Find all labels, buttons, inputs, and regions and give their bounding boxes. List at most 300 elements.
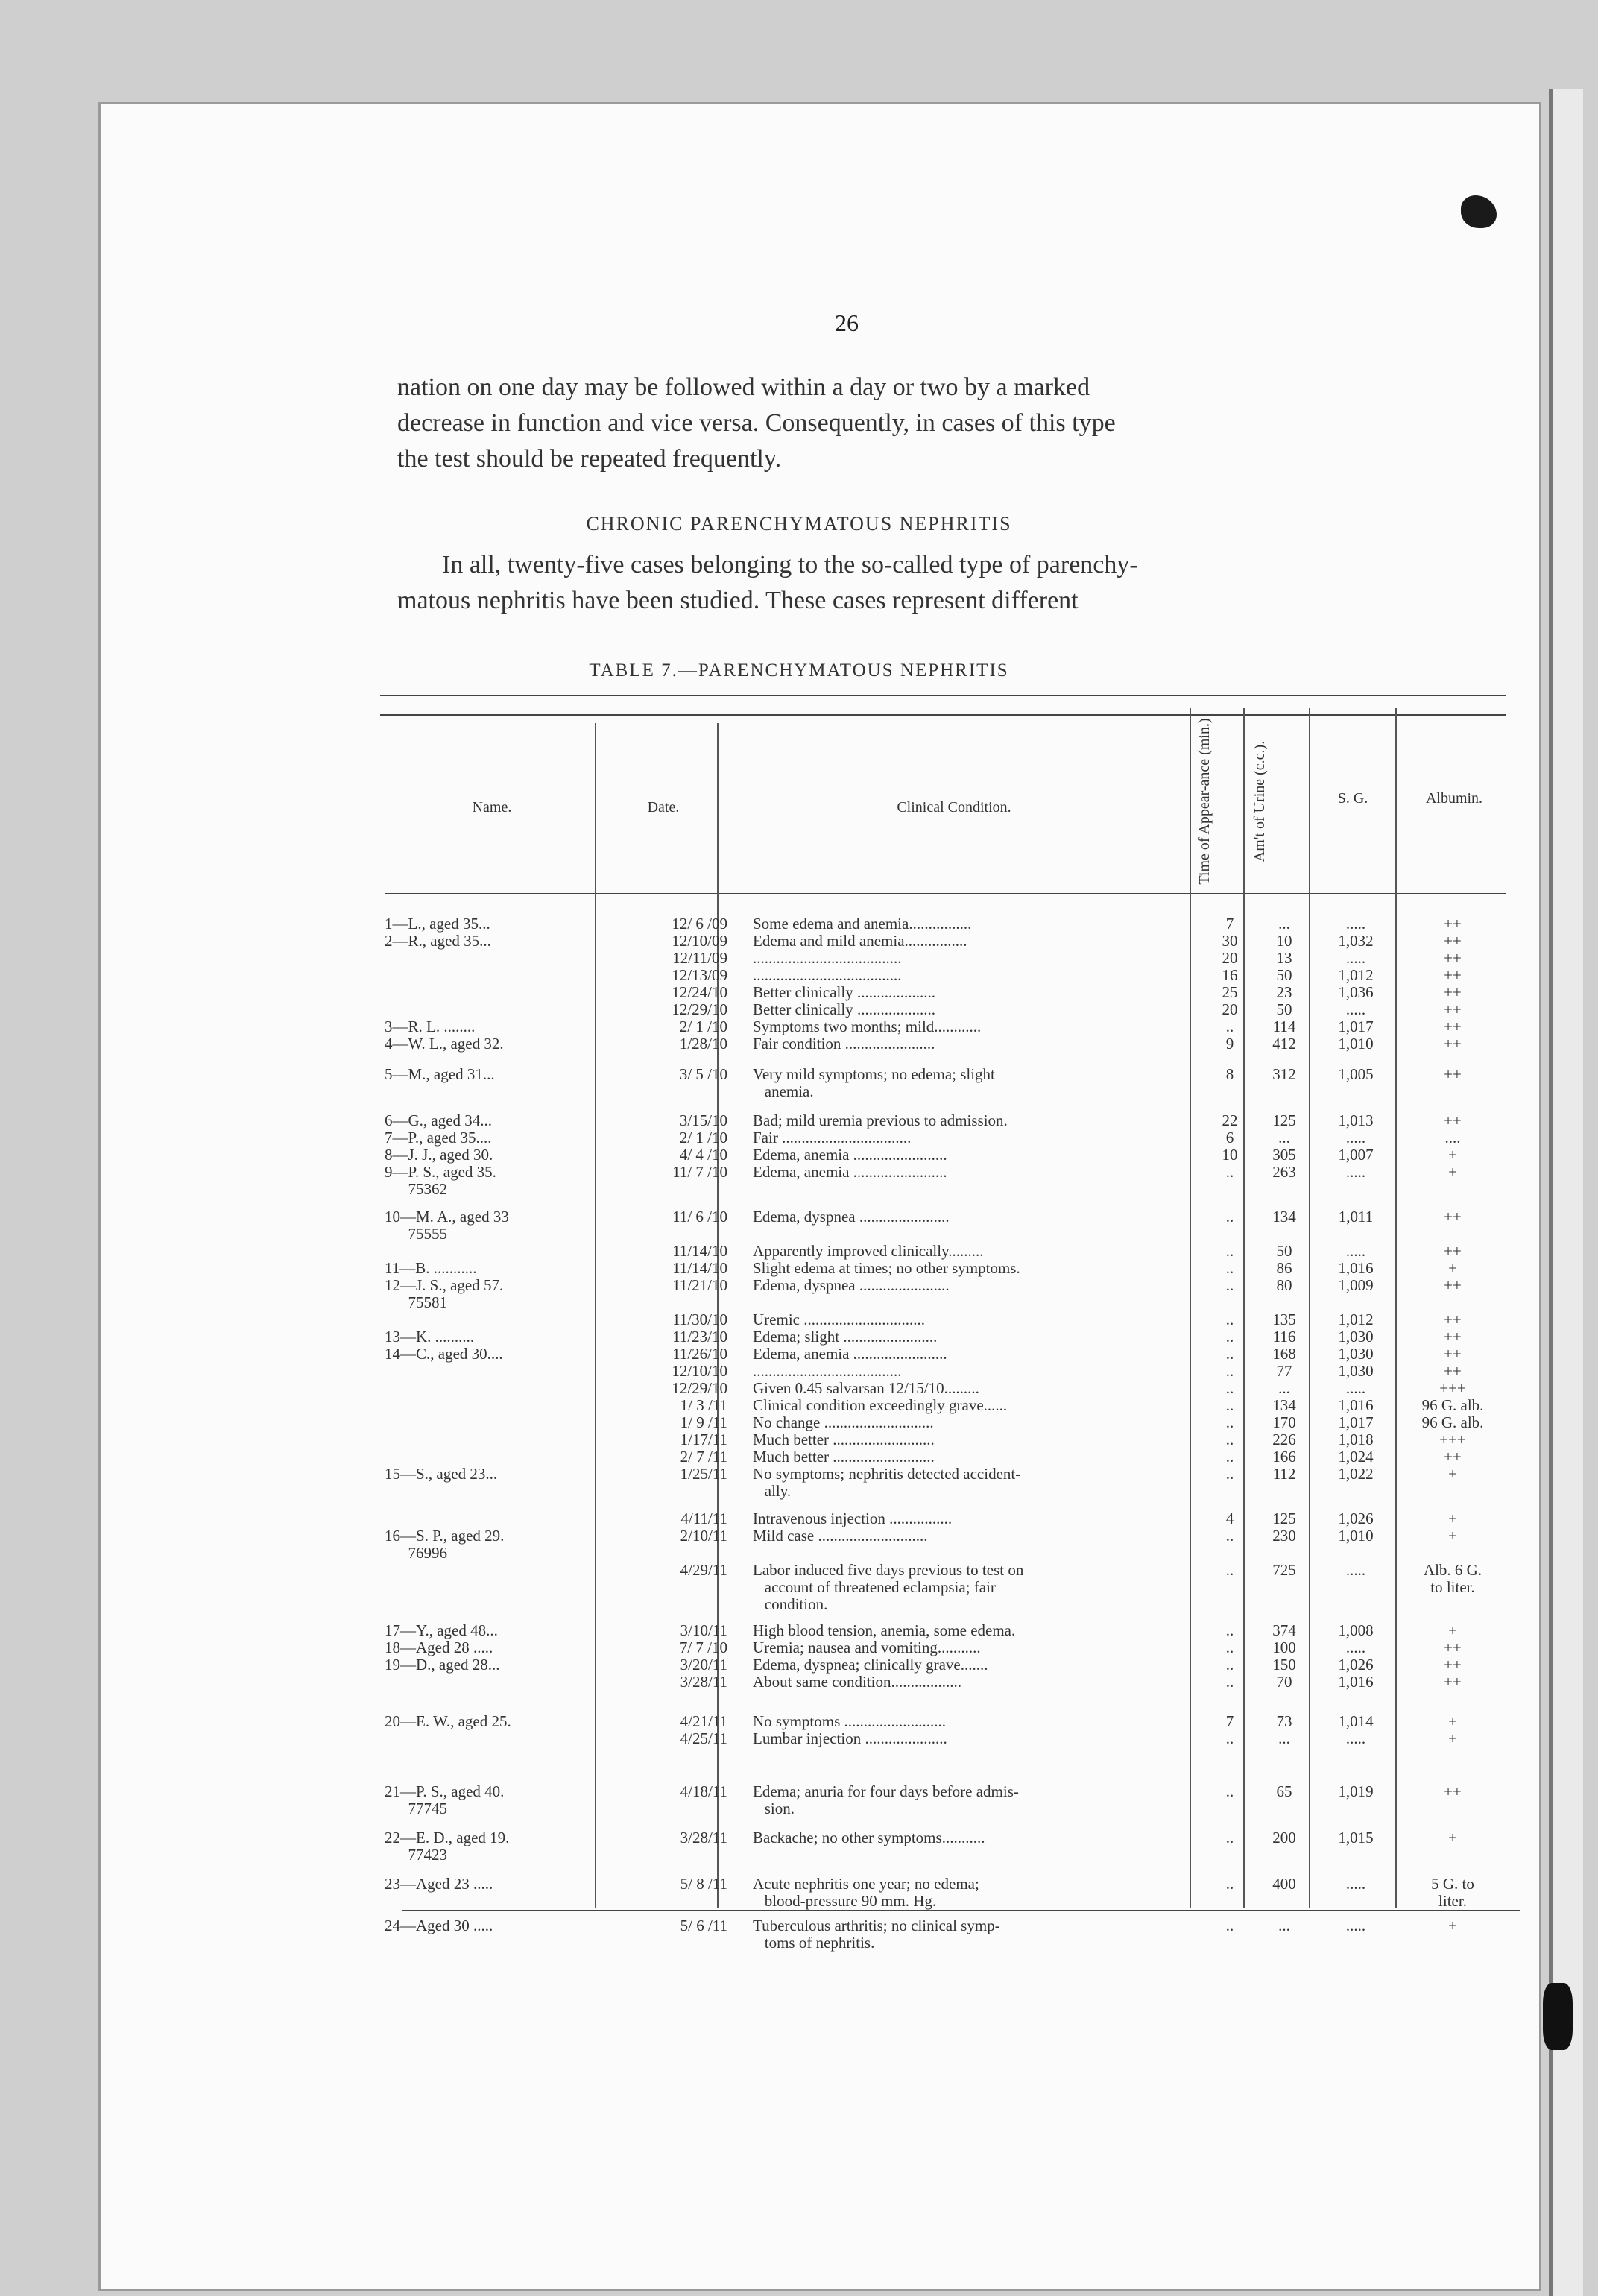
row-date: 12/ 6 /09 — [672, 915, 727, 933]
row-sg: 1,010 — [1338, 1527, 1374, 1545]
row-time: .. — [1225, 1018, 1234, 1035]
row-time: .. — [1225, 1562, 1234, 1579]
row-albumin: +++ — [1439, 1431, 1466, 1448]
row-time: 7 — [1225, 1713, 1234, 1730]
row-sg: 1,030 — [1338, 1328, 1374, 1346]
row-time: .. — [1225, 1328, 1234, 1346]
table-row — [385, 1656, 1518, 1674]
row-amount: 166 — [1272, 1448, 1296, 1466]
text-line: decrease in function and vice versa. Consequently, in cases of this type — [397, 409, 1116, 437]
row-date: 12/29/10 — [672, 1001, 727, 1018]
row-time: 30 — [1222, 933, 1238, 950]
row-albumin: ++ — [1444, 1018, 1462, 1035]
row-date: 2/10/11 — [680, 1527, 727, 1545]
row-time: 7 — [1225, 915, 1234, 933]
row-albumin: ++ — [1444, 1328, 1462, 1346]
table-row — [385, 1380, 1518, 1397]
row-albumin: 5 G. to liter. — [1431, 1876, 1474, 1910]
table-row — [385, 1147, 1518, 1164]
row-albumin: +++ — [1439, 1380, 1466, 1397]
table-row — [385, 950, 1518, 967]
row-sg: 1,030 — [1338, 1363, 1374, 1380]
row-name: 10—M. A., aged 33 75555 — [385, 1208, 509, 1243]
row-condition: Tuberculous arthritis; no clinical symp- toms of nephritis. — [753, 1917, 1000, 1952]
row-name: 17—Y., aged 48... — [385, 1622, 498, 1639]
row-amount: 226 — [1272, 1431, 1296, 1448]
row-date: 11/23/10 — [672, 1328, 727, 1346]
row-condition: Uremia; nausea and vomiting........... — [753, 1639, 981, 1656]
row-name: 9—P. S., aged 35. 75362 — [385, 1164, 496, 1198]
row-sg: 1,011 — [1338, 1208, 1374, 1226]
row-date: 7/ 7 /10 — [679, 1639, 727, 1656]
row-condition: Backache; no other symptoms........... — [753, 1829, 985, 1846]
row-name — [385, 1562, 596, 1613]
row-date: 11/ 7 /10 — [672, 1164, 727, 1181]
row-sg: 1,026 — [1338, 1656, 1374, 1674]
row-condition: Edema; slight ........................ — [753, 1328, 938, 1346]
row-time: .. — [1225, 1783, 1234, 1800]
row-time: .. — [1225, 1208, 1234, 1226]
row-amount: 412 — [1272, 1035, 1296, 1053]
row-amount: 13 — [1276, 950, 1292, 967]
row-time: 9 — [1225, 1035, 1234, 1053]
row-amount: 134 — [1272, 1397, 1296, 1414]
row-time: .. — [1225, 1448, 1234, 1466]
row-date: 3/15/10 — [679, 1112, 727, 1129]
table-row — [385, 1328, 1518, 1346]
row-sg: 1,030 — [1338, 1346, 1374, 1363]
row-date: 11/14/10 — [672, 1260, 727, 1277]
ink-blot — [1543, 1983, 1573, 2050]
row-condition: ...................................... — [753, 950, 902, 967]
row-name: 15—S., aged 23... — [385, 1466, 498, 1483]
row-albumin: ++ — [1444, 1448, 1462, 1466]
table-top-rule — [380, 695, 1506, 696]
row-date: 1/28/10 — [679, 1035, 727, 1053]
header-date: Date. — [647, 799, 680, 816]
row-condition: Clinical condition exceedingly grave...... — [753, 1397, 1008, 1414]
row-time: .. — [1225, 1622, 1234, 1639]
row-name: 24—Aged 30 ..... — [385, 1917, 493, 1934]
row-sg: ..... — [1345, 1129, 1366, 1147]
table-row — [385, 1466, 1518, 1500]
row-time: 25 — [1222, 984, 1238, 1001]
row-albumin: ++ — [1444, 1001, 1462, 1018]
row-time: .. — [1225, 1243, 1234, 1260]
row-condition: Edema and mild anemia................ — [753, 933, 967, 950]
row-name: 5—M., aged 31... — [385, 1066, 495, 1083]
row-albumin: + — [1448, 1510, 1457, 1527]
row-amount: 50 — [1276, 1243, 1292, 1260]
row-condition: Bad; mild uremia previous to admission. — [753, 1112, 1008, 1129]
table-row — [385, 1311, 1518, 1328]
row-date: 3/20/11 — [680, 1656, 727, 1674]
row-time: .. — [1225, 1639, 1234, 1656]
table-row — [385, 1730, 1518, 1747]
table-row — [385, 1783, 1518, 1817]
row-time: .. — [1225, 1431, 1234, 1448]
row-condition: Given 0.45 salvarsan 12/15/10......... — [753, 1380, 979, 1397]
row-name: 22—E. D., aged 19. 77423 — [385, 1829, 510, 1864]
row-sg: 1,008 — [1338, 1622, 1374, 1639]
intro-paragraph — [397, 370, 1310, 477]
row-amount: 374 — [1272, 1622, 1296, 1639]
table-row — [385, 1129, 1518, 1147]
row-condition: Very mild symptoms; no edema; slight anemia. — [753, 1066, 995, 1100]
row-name — [385, 1730, 596, 1747]
header-name: Name. — [472, 799, 512, 816]
row-albumin: ++ — [1444, 1311, 1462, 1328]
row-condition: ...................................... — [753, 967, 902, 984]
table-row — [385, 1346, 1518, 1363]
row-sg: 1,017 — [1338, 1018, 1374, 1035]
row-name: 6—G., aged 34... — [385, 1112, 493, 1129]
row-date: 12/10/09 — [672, 933, 727, 950]
row-albumin: ++ — [1444, 1066, 1462, 1083]
row-sg: 1,013 — [1338, 1112, 1374, 1129]
row-time: .. — [1225, 1876, 1234, 1893]
row-condition: Better clinically .................... — [753, 984, 935, 1001]
row-name — [385, 1674, 596, 1691]
row-sg: 1,016 — [1338, 1674, 1374, 1691]
row-albumin: + — [1448, 1164, 1457, 1181]
table-row — [385, 1277, 1518, 1311]
text-line: In all, twenty-five cases belonging to the so-called type of parenchy- — [442, 551, 1138, 578]
row-date: 12/24/10 — [672, 984, 727, 1001]
row-amount: 230 — [1272, 1527, 1296, 1545]
header-bottom-rule — [385, 893, 1506, 894]
table-row — [385, 1562, 1518, 1613]
row-time: .. — [1225, 1346, 1234, 1363]
row-albumin: ++ — [1444, 1656, 1462, 1674]
row-albumin: + — [1448, 1917, 1457, 1934]
row-amount: 73 — [1276, 1713, 1292, 1730]
row-date: 1/25/11 — [680, 1466, 727, 1483]
row-condition: Lumbar injection ..................... — [753, 1730, 947, 1747]
row-albumin: ++ — [1444, 1112, 1462, 1129]
row-albumin: ++ — [1444, 933, 1462, 950]
row-time: .. — [1225, 1917, 1234, 1934]
row-amount: 125 — [1272, 1112, 1296, 1129]
row-albumin: ++ — [1444, 1346, 1462, 1363]
row-date: 12/29/10 — [672, 1380, 727, 1397]
row-albumin: ++ — [1444, 1363, 1462, 1380]
row-time: .. — [1225, 1363, 1234, 1380]
row-sg: 1,010 — [1338, 1035, 1374, 1053]
row-condition: Apparently improved clinically......... — [753, 1243, 984, 1260]
row-name: 18—Aged 28 ..... — [385, 1639, 493, 1656]
row-time: .. — [1225, 1277, 1234, 1294]
table-row — [385, 933, 1518, 950]
row-date: 4/21/11 — [680, 1713, 727, 1730]
row-sg: 1,009 — [1338, 1277, 1374, 1294]
row-albumin: ++ — [1444, 967, 1462, 984]
row-sg: 1,016 — [1338, 1260, 1374, 1277]
row-time: .. — [1225, 1311, 1234, 1328]
row-sg: ..... — [1345, 915, 1366, 933]
row-albumin: ++ — [1444, 1639, 1462, 1656]
row-sg: ..... — [1345, 1730, 1366, 1747]
table-row — [385, 1243, 1518, 1260]
row-amount: ... — [1278, 1917, 1290, 1934]
row-amount: ... — [1278, 915, 1290, 933]
row-name: 3—R. L. ........ — [385, 1018, 476, 1035]
row-sg: 1,015 — [1338, 1829, 1374, 1846]
row-sg: 1,026 — [1338, 1510, 1374, 1527]
row-amount: 134 — [1272, 1208, 1296, 1226]
row-name: 23—Aged 23 ..... — [385, 1876, 493, 1893]
row-condition: Edema, anemia ........................ — [753, 1346, 947, 1363]
row-amount: 80 — [1276, 1277, 1292, 1294]
row-name — [385, 1243, 596, 1260]
row-name — [385, 1431, 596, 1448]
row-sg: 1,022 — [1338, 1466, 1374, 1483]
row-sg: 1,012 — [1338, 967, 1374, 984]
row-sg: ..... — [1345, 950, 1366, 967]
row-condition: No symptoms; nephritis detected accident- ally. — [753, 1466, 1021, 1500]
row-sg: 1,032 — [1338, 933, 1374, 950]
row-condition: Intravenous injection ................ — [753, 1510, 953, 1527]
row-sg: ..... — [1345, 1001, 1366, 1018]
row-date: 12/11/09 — [672, 950, 727, 967]
row-albumin: + — [1448, 1622, 1457, 1639]
table-row — [385, 1713, 1518, 1730]
row-date: 4/11/11 — [680, 1510, 727, 1527]
row-amount: 100 — [1272, 1639, 1296, 1656]
row-condition: High blood tension, anemia, some edema. — [753, 1622, 1016, 1639]
row-condition: Some edema and anemia................ — [753, 915, 972, 933]
row-time: 22 — [1222, 1112, 1238, 1129]
table-row — [385, 1363, 1518, 1380]
row-albumin: ++ — [1444, 1243, 1462, 1260]
row-sg: ..... — [1345, 1562, 1366, 1579]
row-amount: 116 — [1272, 1328, 1296, 1346]
data-table — [385, 915, 1518, 1952]
row-name: 19—D., aged 28... — [385, 1656, 500, 1674]
row-name: 16—S. P., aged 29. 76996 — [385, 1527, 505, 1562]
row-name — [385, 950, 596, 967]
row-amount: 50 — [1276, 967, 1292, 984]
row-condition: About same condition.................. — [753, 1674, 961, 1691]
row-sg: ..... — [1345, 1243, 1366, 1260]
table-row — [385, 1448, 1518, 1466]
row-name — [385, 967, 596, 984]
page-number: 26 — [835, 309, 859, 336]
row-condition: Better clinically .................... — [753, 1001, 935, 1018]
row-albumin: 96 G. alb. — [1421, 1414, 1484, 1431]
row-albumin: .... — [1444, 1129, 1461, 1147]
row-date: 4/25/11 — [680, 1730, 727, 1747]
row-time: .. — [1225, 1730, 1234, 1747]
row-albumin: + — [1448, 1713, 1457, 1730]
row-name: 4—W. L., aged 32. — [385, 1035, 504, 1053]
row-time: .. — [1225, 1164, 1234, 1181]
header-albumin: Albumin. — [1425, 790, 1483, 807]
row-name — [385, 1448, 596, 1466]
row-time: 20 — [1222, 1001, 1238, 1018]
row-date: 1/ 9 /11 — [680, 1414, 727, 1431]
row-albumin: + — [1448, 1829, 1457, 1846]
row-date: 3/28/11 — [680, 1674, 727, 1691]
row-name — [385, 1397, 596, 1414]
row-name: 11—B. ........... — [385, 1260, 477, 1277]
table-row — [385, 1397, 1518, 1414]
row-name: 12—J. S., aged 57. 75581 — [385, 1277, 504, 1311]
row-albumin: ++ — [1444, 915, 1462, 933]
row-date: 4/18/11 — [680, 1783, 727, 1800]
table-row — [385, 1510, 1518, 1527]
row-albumin: + — [1448, 1147, 1457, 1164]
row-name — [385, 1363, 596, 1380]
next-page-edge — [1549, 89, 1583, 2296]
row-albumin: ++ — [1444, 950, 1462, 967]
row-time: 16 — [1222, 967, 1238, 984]
row-date: 12/10/10 — [672, 1363, 727, 1380]
row-amount: 263 — [1272, 1164, 1296, 1181]
row-date: 2/ 1 /10 — [679, 1129, 727, 1147]
row-name: 2—R., aged 35... — [385, 933, 491, 950]
row-albumin: Alb. 6 G. to liter. — [1423, 1562, 1482, 1596]
table-row — [385, 967, 1518, 984]
row-albumin: ++ — [1444, 1035, 1462, 1053]
table-row — [385, 1414, 1518, 1431]
table-row — [385, 915, 1518, 933]
row-name: 13—K. .......... — [385, 1328, 475, 1346]
row-condition: Acute nephritis one year; no edema; blood-pressure 90 mm. Hg. — [753, 1876, 979, 1910]
row-condition: Uremic ............................... — [753, 1311, 925, 1328]
row-date: 4/29/11 — [680, 1562, 727, 1579]
row-name — [385, 984, 596, 1001]
row-sg: 1,017 — [1338, 1414, 1374, 1431]
table-row — [385, 1431, 1518, 1448]
row-albumin: 96 G. alb. — [1421, 1397, 1484, 1414]
row-condition: Mild case ............................ — [753, 1527, 928, 1545]
table-row — [385, 1112, 1518, 1129]
row-sg: ..... — [1345, 1876, 1366, 1893]
row-sg: 1,018 — [1338, 1431, 1374, 1448]
row-date: 1/ 3 /11 — [680, 1397, 727, 1414]
row-sg: 1,014 — [1338, 1713, 1374, 1730]
row-amount: 65 — [1276, 1783, 1292, 1800]
row-date: 3/28/11 — [680, 1829, 727, 1846]
row-date: 2/ 7 /11 — [680, 1448, 727, 1466]
row-condition: ...................................... — [753, 1363, 902, 1380]
row-time: 8 — [1225, 1066, 1234, 1083]
row-time: 6 — [1225, 1129, 1234, 1147]
row-amount: 70 — [1276, 1674, 1292, 1691]
row-sg: 1,005 — [1338, 1066, 1374, 1083]
row-name — [385, 1311, 596, 1328]
table-row — [385, 1639, 1518, 1656]
row-amount: 50 — [1276, 1001, 1292, 1018]
row-albumin: ++ — [1444, 1208, 1462, 1226]
row-sg: ..... — [1345, 1380, 1366, 1397]
header-amount: Am't of Urine (c.c.). — [1251, 740, 1268, 862]
row-time: .. — [1225, 1397, 1234, 1414]
row-amount: 312 — [1272, 1066, 1296, 1083]
row-time: 10 — [1222, 1147, 1238, 1164]
row-amount: 725 — [1272, 1562, 1296, 1579]
row-amount: 168 — [1272, 1346, 1296, 1363]
row-albumin: + — [1448, 1466, 1457, 1483]
table-row — [385, 1674, 1518, 1691]
row-amount: 135 — [1272, 1311, 1296, 1328]
body-paragraph — [397, 547, 1310, 619]
row-albumin: + — [1448, 1260, 1457, 1277]
row-amount: 305 — [1272, 1147, 1296, 1164]
row-time: 4 — [1225, 1510, 1234, 1527]
header-condition: Clinical Condition. — [897, 799, 1011, 816]
row-date: 5/ 8 /11 — [680, 1876, 727, 1893]
row-condition: Labor induced five days previous to test on account of threatened eclampsia; fair condition. — [753, 1562, 1024, 1613]
row-condition: Much better .......................... — [753, 1431, 935, 1448]
row-name: 1—L., aged 35... — [385, 915, 490, 933]
row-name — [385, 1380, 596, 1397]
row-name: 8—J. J., aged 30. — [385, 1147, 493, 1164]
row-time: 20 — [1222, 950, 1238, 967]
row-time: .. — [1225, 1260, 1234, 1277]
row-date: 1/17/11 — [680, 1431, 727, 1448]
row-date: 3/ 5 /10 — [679, 1066, 727, 1083]
row-albumin: ++ — [1444, 1783, 1462, 1800]
row-time: .. — [1225, 1656, 1234, 1674]
table-row — [385, 984, 1518, 1001]
row-condition: Edema, anemia ........................ — [753, 1147, 947, 1164]
row-time: .. — [1225, 1414, 1234, 1431]
row-sg: 1,012 — [1338, 1311, 1374, 1328]
row-condition: No change ............................ — [753, 1414, 934, 1431]
row-sg: 1,036 — [1338, 984, 1374, 1001]
row-sg: 1,019 — [1338, 1783, 1374, 1800]
row-sg: ..... — [1345, 1639, 1366, 1656]
row-condition: Edema, dyspnea ....................... — [753, 1208, 950, 1226]
row-date: 12/13/09 — [672, 967, 727, 984]
row-amount: ... — [1278, 1730, 1290, 1747]
table-row — [385, 1829, 1518, 1864]
row-amount: 112 — [1272, 1466, 1296, 1483]
row-time: .. — [1225, 1380, 1234, 1397]
table-row — [385, 1035, 1518, 1053]
row-condition: Fair ................................. — [753, 1129, 912, 1147]
row-date: 5/ 6 /11 — [680, 1917, 727, 1934]
row-condition: Edema, anemia ........................ — [753, 1164, 947, 1181]
row-albumin: ++ — [1444, 984, 1462, 1001]
table-row — [385, 1066, 1518, 1100]
table-row — [385, 1208, 1518, 1243]
row-condition: Edema, dyspnea; clinically grave....... — [753, 1656, 988, 1674]
row-amount: 114 — [1272, 1018, 1296, 1035]
text-line: the test should be repeated frequently. — [397, 445, 782, 473]
row-date: 4/ 4 /10 — [679, 1147, 727, 1164]
row-date: 11/ 6 /10 — [672, 1208, 727, 1226]
row-date: 11/30/10 — [672, 1311, 727, 1328]
row-amount: 86 — [1276, 1260, 1292, 1277]
row-name — [385, 1414, 596, 1431]
section-heading: CHRONIC PARENCHYMATOUS NEPHRITIS — [586, 513, 1012, 534]
row-date: 3/10/11 — [680, 1622, 727, 1639]
row-date: 11/14/10 — [672, 1243, 727, 1260]
row-amount: ... — [1278, 1129, 1290, 1147]
text-line: nation on one day may be followed within a day or two by a marked — [397, 373, 1090, 401]
row-condition: Slight edema at times; no other symptoms. — [753, 1260, 1020, 1277]
row-amount: 150 — [1272, 1656, 1296, 1674]
table-row — [385, 1622, 1518, 1639]
row-time: .. — [1225, 1527, 1234, 1545]
row-sg: 1,016 — [1338, 1397, 1374, 1414]
table-row — [385, 1876, 1518, 1910]
header-time: Time of Appear-ance (min.) — [1196, 718, 1213, 885]
row-amount: 125 — [1272, 1510, 1296, 1527]
